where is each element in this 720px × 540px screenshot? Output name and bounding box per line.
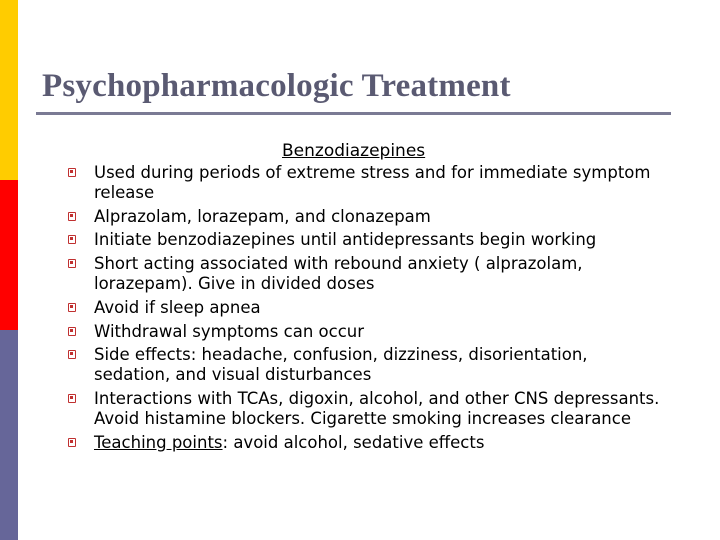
- bullet-text: Withdrawal symptoms can occur: [94, 321, 365, 341]
- bullet-text: Short acting associated with rebound anxiety ( alprazolam, lorazepam). Give in divided doses: [94, 254, 583, 293]
- bullet-marker-icon: [68, 303, 76, 312]
- bullet-item: [68, 254, 668, 294]
- teaching-points-label: Teaching points: [94, 432, 223, 452]
- bullet-item: [68, 322, 668, 342]
- bullet-marker-icon: [68, 212, 76, 221]
- bullet-text: Initiate benzodiazepines until antidepressants begin working: [94, 230, 597, 250]
- bullet-item: [68, 207, 668, 227]
- bullet-marker-icon: [68, 327, 76, 336]
- side-bar-red: [0, 180, 18, 330]
- bullet-item: [68, 230, 668, 250]
- bullet-marker-icon: [68, 168, 76, 177]
- bullet-item-teaching-points: [68, 433, 668, 453]
- bullet-item: [68, 389, 668, 429]
- bullet-item: [68, 163, 668, 203]
- bullet-marker-icon: [68, 350, 76, 359]
- bullet-text: Avoid if sleep apnea: [94, 297, 261, 317]
- bullet-marker-icon: [68, 259, 76, 268]
- slide-subtitle: Benzodiazepines: [282, 141, 426, 161]
- bullet-marker-icon: [68, 394, 76, 403]
- title-divider: [36, 112, 671, 115]
- bullet-marker-icon: [68, 438, 76, 447]
- bullet-text: Used during periods of extreme stress and for immediate symptom release: [94, 163, 651, 202]
- bullet-text: Side effects: headache, confusion, dizziness, disorientation, sedation, and visual disturbances: [94, 345, 588, 385]
- teaching-points-text: : avoid alcohol, sedative effects: [222, 432, 485, 452]
- bullet-item: [68, 345, 668, 385]
- bullet-text: Alprazolam, lorazepam, and clonazepam: [94, 206, 431, 226]
- bullet-list: [68, 163, 668, 456]
- side-bar-yellow: [0, 0, 18, 180]
- bullet-text: Interactions with TCAs, digoxin, alcohol, and other CNS depressants. Avoid histamine blockers. Cigarette smoking increases clearance: [94, 388, 660, 428]
- slide-title: Psychopharmacologic Treatment: [42, 68, 511, 104]
- bullet-marker-icon: [68, 235, 76, 244]
- bullet-item: [68, 298, 668, 318]
- side-bar-purple: [0, 330, 18, 540]
